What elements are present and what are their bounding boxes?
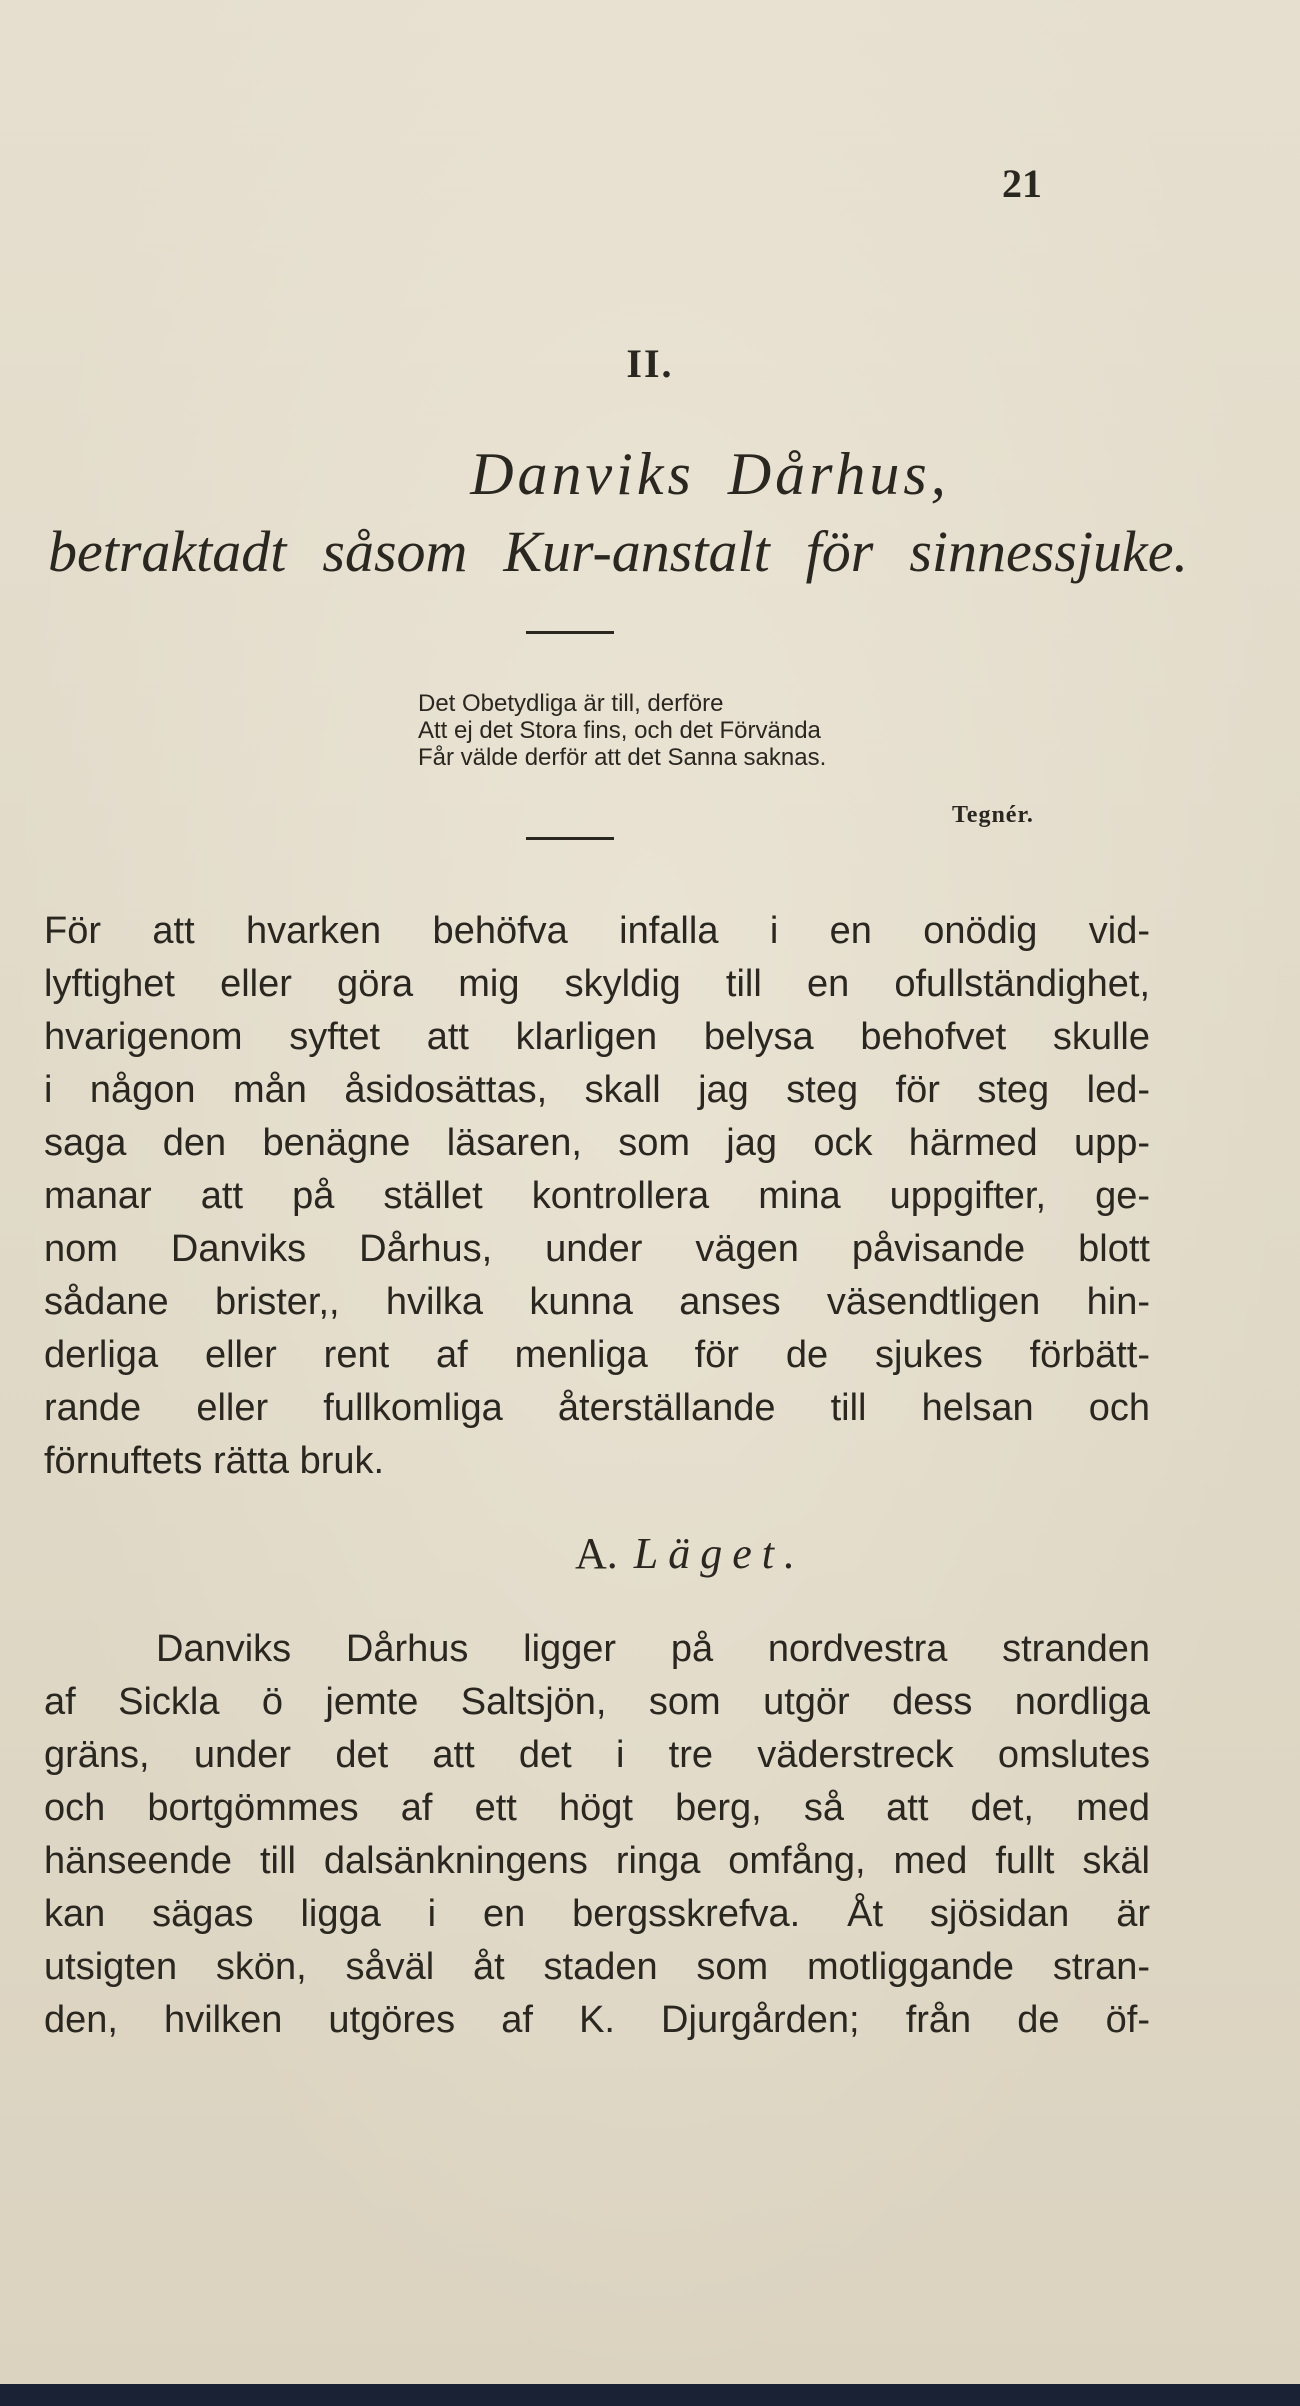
text-line: För att hvarken behöfva infalla i en onödig vid-: [44, 910, 1150, 952]
paragraph-location: [44, 1623, 1150, 2047]
text-line: manar att på stället kontrollera mina uppgifter, ge-: [44, 1175, 1150, 1217]
section-heading: [0, 1528, 1300, 1579]
section-letter: A.: [574, 1529, 618, 1578]
page-number: 21: [1002, 161, 1042, 206]
paragraph-intro: [44, 905, 1150, 1488]
text-line: i någon mån åsidosättas, skall jag steg för steg led-: [44, 1069, 1150, 1111]
text-line: lyftighet eller göra mig skyldig till en ofullständighet,: [44, 963, 1150, 1005]
subtitle-word: sinnessjuke.: [909, 519, 1188, 584]
text-line: sådane brister,, hvilka kunna anses väsendtligen hin-: [44, 1281, 1150, 1323]
epigraph-line: Får välde derför att det Sanna saknas.: [418, 744, 827, 771]
text-line: rande eller fullkomliga återställande till helsan och: [44, 1387, 1150, 1429]
text-line: af Sickla ö jemte Saltsjön, som utgör dess nordliga: [44, 1681, 1150, 1723]
text-line: Danviks Dårhus ligger på nordvestra stranden: [156, 1628, 1150, 1670]
epigraph: [418, 690, 1038, 771]
text-line: saga den benägne läsaren, som jag ock härmed upp-: [44, 1122, 1150, 1164]
text-line: kan sägas ligga i en bergsskrefva. Åt sjösidan är: [44, 1893, 1150, 1935]
text-line: förnuftets rätta bruk.: [44, 1440, 385, 1482]
epigraph-line: Det Obetydliga är till, derföre: [418, 690, 724, 717]
subtitle-word: för: [805, 519, 874, 584]
divider-rule: [526, 631, 614, 634]
scan-edge-bar: [0, 2384, 1300, 2406]
text-line: utsigten skön, såväl åt staden som motliggande stran-: [44, 1946, 1150, 1988]
text-line: nom Danviks Dårhus, under vägen påvisande blott: [44, 1228, 1150, 1270]
text-line: derliga eller rent af menliga för de sjukes förbätt-: [44, 1334, 1150, 1376]
text-line: den, hvilken utgöres af K. Djurgården; från de öf-: [44, 1999, 1150, 2041]
epigraph-line: Att ej det Stora fins, och det Förvända: [418, 717, 821, 744]
divider-rule: [526, 837, 614, 840]
section-title: Läget.: [633, 1529, 805, 1578]
text-line: hänseende till dalsänkningens ringa omfång, med fullt skäl: [44, 1840, 1150, 1882]
subtitle-word: såsom: [322, 519, 468, 584]
chapter-title: Danviks Dårhus,: [470, 441, 950, 507]
text-line: gräns, under det att det i tre väderstreck omslutes: [44, 1734, 1150, 1776]
text-line: hvarigenom syftet att klarligen belysa behofvet skulle: [44, 1016, 1150, 1058]
subtitle-word: Kur-anstalt: [503, 519, 770, 584]
chapter-number: II.: [626, 341, 674, 386]
chapter-subtitle: [48, 518, 1188, 585]
text-line: och bortgömmes af ett högt berg, så att det, med: [44, 1787, 1150, 1829]
subtitle-word: betraktadt: [48, 519, 287, 584]
epigraph-author: Tegnér.: [952, 802, 1034, 828]
